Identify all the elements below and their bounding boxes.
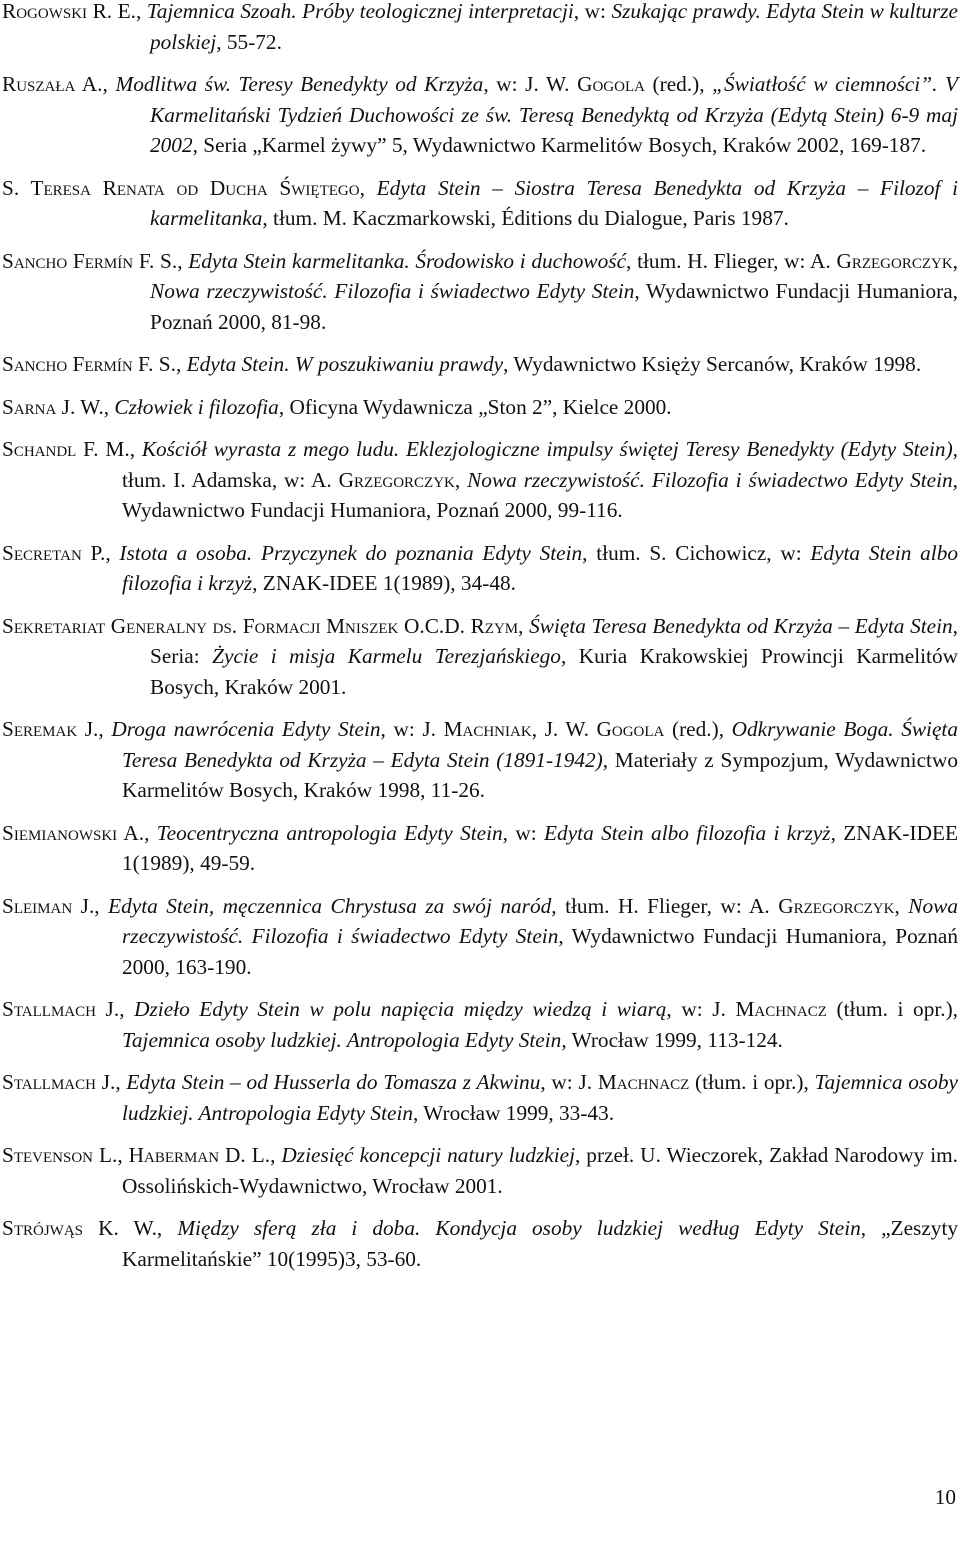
- work-title: Odkrywanie Boga. Święta Teresa Benedykta od Krzyża – Edyta Stein (1891-1942): [122, 717, 958, 772]
- work-title: Droga nawrócenia Edyty Stein: [111, 717, 381, 741]
- citation-text: ,: [117, 1143, 129, 1167]
- work-title: Nowa rzeczywistość. Filozofia i świadectwo Edyty Stein: [467, 467, 953, 492]
- work-title: Teocentryczna antropologia Edyty Stein: [156, 820, 503, 845]
- bibliography-entry: [0, 0, 958, 57]
- author-name: Schandl F. M.: [2, 437, 130, 461]
- work-title: „Światłość w ciemności”. V Karmelitański Tydzień Duchowości ze św. Teresą Benedyktą od Krzyża (Edytą Stein) 6-9 maj 2002: [150, 72, 959, 157]
- work-title: Dziesięć koncepcji natury ludzkiej: [281, 1143, 575, 1167]
- bibliography-entry: [0, 392, 958, 423]
- citation-text: ,: [156, 1216, 178, 1240]
- author-name: Seremak J.: [2, 717, 99, 741]
- author-name: Grzegorczyk: [778, 893, 895, 918]
- work-title: Życie i misja Karmelu Terezjańskiego: [212, 644, 561, 668]
- author-name: Rogowski R. E.: [2, 0, 136, 23]
- author-name: Grzegorczyk: [836, 248, 953, 273]
- citation-text: , Wrocław 1999, 113-124.: [561, 1027, 783, 1052]
- citation-text: , tłum. H. Flieger, w: A.: [551, 893, 779, 918]
- citation-text: , J. W.: [531, 717, 597, 741]
- bibliography-entry: [0, 1140, 958, 1201]
- citation-text: , przeł. U. Wieczorek, Zakład Narodowy im. Ossolińskich-Wydawnictwo, Wrocław 2001.: [122, 1143, 958, 1198]
- bibliography-entry: [0, 994, 958, 1055]
- author-name: Secretan P.: [2, 540, 106, 565]
- citation-text: ,: [894, 893, 909, 918]
- citation-text: , „Zeszyty Karmelitańskie” 10(1995)3, 53-60.: [122, 1216, 959, 1271]
- citation-text: ,: [135, 0, 147, 23]
- citation-text: ,: [518, 613, 530, 638]
- citation-text: (red.),: [664, 717, 732, 741]
- bibliography-entry: [0, 1067, 958, 1128]
- citation-text: , tłum. M. Kaczmarkowski, Éditions du Dialogue, Paris 1987.: [262, 206, 789, 230]
- author-name: Machnacz: [597, 1070, 690, 1094]
- citation-text: , w:: [502, 820, 545, 845]
- citation-text: , w: J. W.: [483, 72, 578, 96]
- citation-text: ,: [94, 893, 109, 918]
- bibliography-entry: [0, 434, 958, 526]
- author-name: Machnacz: [735, 997, 827, 1021]
- citation-text: ,: [129, 437, 142, 461]
- work-title: Edyta Stein albo filozofia i krzyż: [544, 820, 831, 845]
- author-name: Strójwąs K. W.: [2, 1216, 157, 1240]
- author-name: Machniak: [443, 717, 532, 741]
- work-title: Dzieło Edyty Stein w polu napięcia między wiedzą i wiarą: [134, 997, 667, 1021]
- bibliography-entry: [0, 69, 958, 161]
- author-name: Stallmach J.: [2, 997, 120, 1021]
- work-title: Edyta Stein karmelitanka. Środowisko i duchowość: [188, 248, 627, 273]
- author-name: Ruszała A.: [2, 72, 103, 96]
- author-name: Sancho Fermín F. S.: [2, 352, 176, 376]
- bibliography-entry: [0, 246, 958, 338]
- citation-text: , ZNAK-IDEE 1(1989), 49-59.: [122, 820, 958, 875]
- author-name: S. Teresa Renata od Ducha Świętego: [2, 175, 360, 200]
- citation-text: ,: [952, 248, 958, 273]
- citation-text: ,: [105, 540, 120, 565]
- work-title: Kościół wyrasta z mego ludu. Eklezjologiczne impulsy świętej Teresy Benedykty (Edyty Stein): [141, 437, 953, 461]
- citation-text: ,: [177, 248, 189, 273]
- work-title: Edyta Stein albo filozofia i krzyż: [122, 540, 958, 595]
- citation-text: , Wydawnictwo Fundacji Humaniora, Poznań 2000, 163-190.: [122, 924, 958, 979]
- citation-text: ,: [454, 467, 468, 492]
- author-name: Sarna J. W.: [2, 394, 104, 419]
- citation-text: , w: J.: [540, 1070, 598, 1094]
- author-name: Sancho Fermín F. S.: [2, 248, 178, 273]
- bibliography-entry: [0, 538, 958, 599]
- citation-text: (tłum. i opr.),: [826, 997, 958, 1021]
- citation-text: , w: J.: [380, 717, 444, 741]
- work-title: Tajemnica osoby ludzkiej. Antropologia Edyty Stein: [122, 1070, 958, 1125]
- work-title: Szukając prawdy. Edyta Stein w kulturze polskiej: [150, 0, 958, 54]
- bibliography-entry: [0, 173, 958, 234]
- work-title: Nowa rzeczywistość. Filozofia i świadectwo Edyty Stein: [150, 279, 635, 303]
- author-name: Haberman D. L.: [128, 1143, 271, 1167]
- citation-text: ,: [144, 820, 157, 845]
- citation-text: , 55-72.: [216, 29, 282, 54]
- citation-text: ,: [103, 394, 115, 419]
- bibliography-entry: [0, 891, 958, 983]
- work-title: Istota a osoba. Przyczynek do poznania Edyty Stein: [119, 540, 583, 565]
- bibliography-entry: [0, 349, 958, 380]
- citation-text: , w:: [573, 0, 612, 23]
- citation-text: ,: [175, 352, 187, 376]
- citation-text: ,: [98, 717, 112, 741]
- work-title: Edyta Stein. W poszukiwaniu prawdy: [186, 352, 504, 376]
- author-name: Stallmach J.: [2, 1070, 116, 1094]
- citation-text: , tłum. H. Flieger, w: A.: [626, 248, 837, 273]
- page-number: 10: [934, 1485, 956, 1509]
- work-title: Modlitwa św. Teresy Benedykty od Krzyża: [115, 72, 484, 96]
- author-name: Grzegorczyk: [338, 467, 455, 492]
- bibliography-entry: [0, 714, 958, 806]
- citation-text: (tłum. i opr.),: [689, 1070, 815, 1094]
- work-title: Edyta Stein, męczennica Chrystusa za swój naród: [108, 893, 552, 918]
- work-title: Święta Teresa Benedykta od Krzyża – Edyta Stein: [529, 613, 953, 638]
- citation-text: , Seria „Karmel żywy” 5, Wydawnictwo Karmelitów Bosych, Kraków 2002, 169-187.: [192, 133, 927, 157]
- author-name: Stevenson L.: [2, 1143, 118, 1167]
- author-name: Gogola: [577, 72, 645, 96]
- citation-text: , Kuria Krakowskiej Prowincji Karmelitów Bosych, Kraków 2001.: [150, 644, 958, 699]
- citation-text: , tłum. I. Adamska, w: A.: [122, 437, 958, 492]
- citation-text: ,: [115, 1070, 127, 1094]
- bibliography-entry: [0, 818, 958, 879]
- citation-text: ,: [119, 997, 135, 1021]
- citation-text: , Materiały z Sympozjum, Wydawnictwo Karmelitów Bosych, Kraków 1998, 11-26.: [122, 747, 958, 802]
- citation-text: , Wydawnictwo Księży Sercanów, Kraków 1998.: [503, 352, 922, 376]
- work-title: Między sferą zła i doba. Kondycja osoby ludzkiej według Edyty Stein: [177, 1216, 861, 1240]
- work-title: Edyta Stein – od Husserla do Tomasza z Akwinu: [126, 1070, 541, 1094]
- work-title: Tajemnica Szoah. Próby teologicznej interpretacji: [146, 0, 574, 23]
- citation-text: , Wydawnictwo Fundacji Humaniora, Poznań 2000, 99-116.: [122, 467, 958, 522]
- citation-text: , ZNAK-IDEE 1(1989), 34-48.: [252, 571, 516, 595]
- author-name: Gogola: [596, 717, 665, 741]
- citation-text: ,: [359, 175, 377, 200]
- work-title: Nowa rzeczywistość. Filozofia i świadectwo Edyty Stein: [122, 893, 959, 948]
- citation-text: , w: J.: [666, 997, 736, 1021]
- work-title: Tajemnica osoby ludzkiej. Antropologia Edyty Stein: [122, 1027, 562, 1052]
- citation-text: , Wydawnictwo Fundacji Humaniora, Poznań 2000, 81-98.: [150, 279, 958, 334]
- work-title: Człowiek i filozofia: [114, 394, 279, 419]
- author-name: Sleiman J.: [2, 893, 95, 918]
- citation-text: (red.),: [644, 72, 713, 96]
- author-name: Siemianowski A.: [2, 820, 145, 845]
- citation-text: , tłum. S. Cichowicz, w:: [582, 540, 811, 565]
- citation-text: , Seria:: [150, 613, 958, 668]
- bibliography-entry: [0, 1213, 958, 1274]
- citation-text: , Oficyna Wydawnicza „Ston 2”, Kielce 2000.: [278, 394, 672, 419]
- citation-text: ,: [270, 1143, 282, 1167]
- citation-text: ,: [102, 72, 116, 96]
- author-name: Sekretariat Generalny ds. Formacji Mniszek O.C.D. Rzym: [2, 613, 519, 638]
- work-title: Edyta Stein – Siostra Teresa Benedykta od Krzyża – Filozof i karmelitanka: [150, 175, 959, 230]
- bibliography-entry: [0, 611, 958, 703]
- citation-text: , Wrocław 1999, 33-43.: [413, 1100, 615, 1125]
